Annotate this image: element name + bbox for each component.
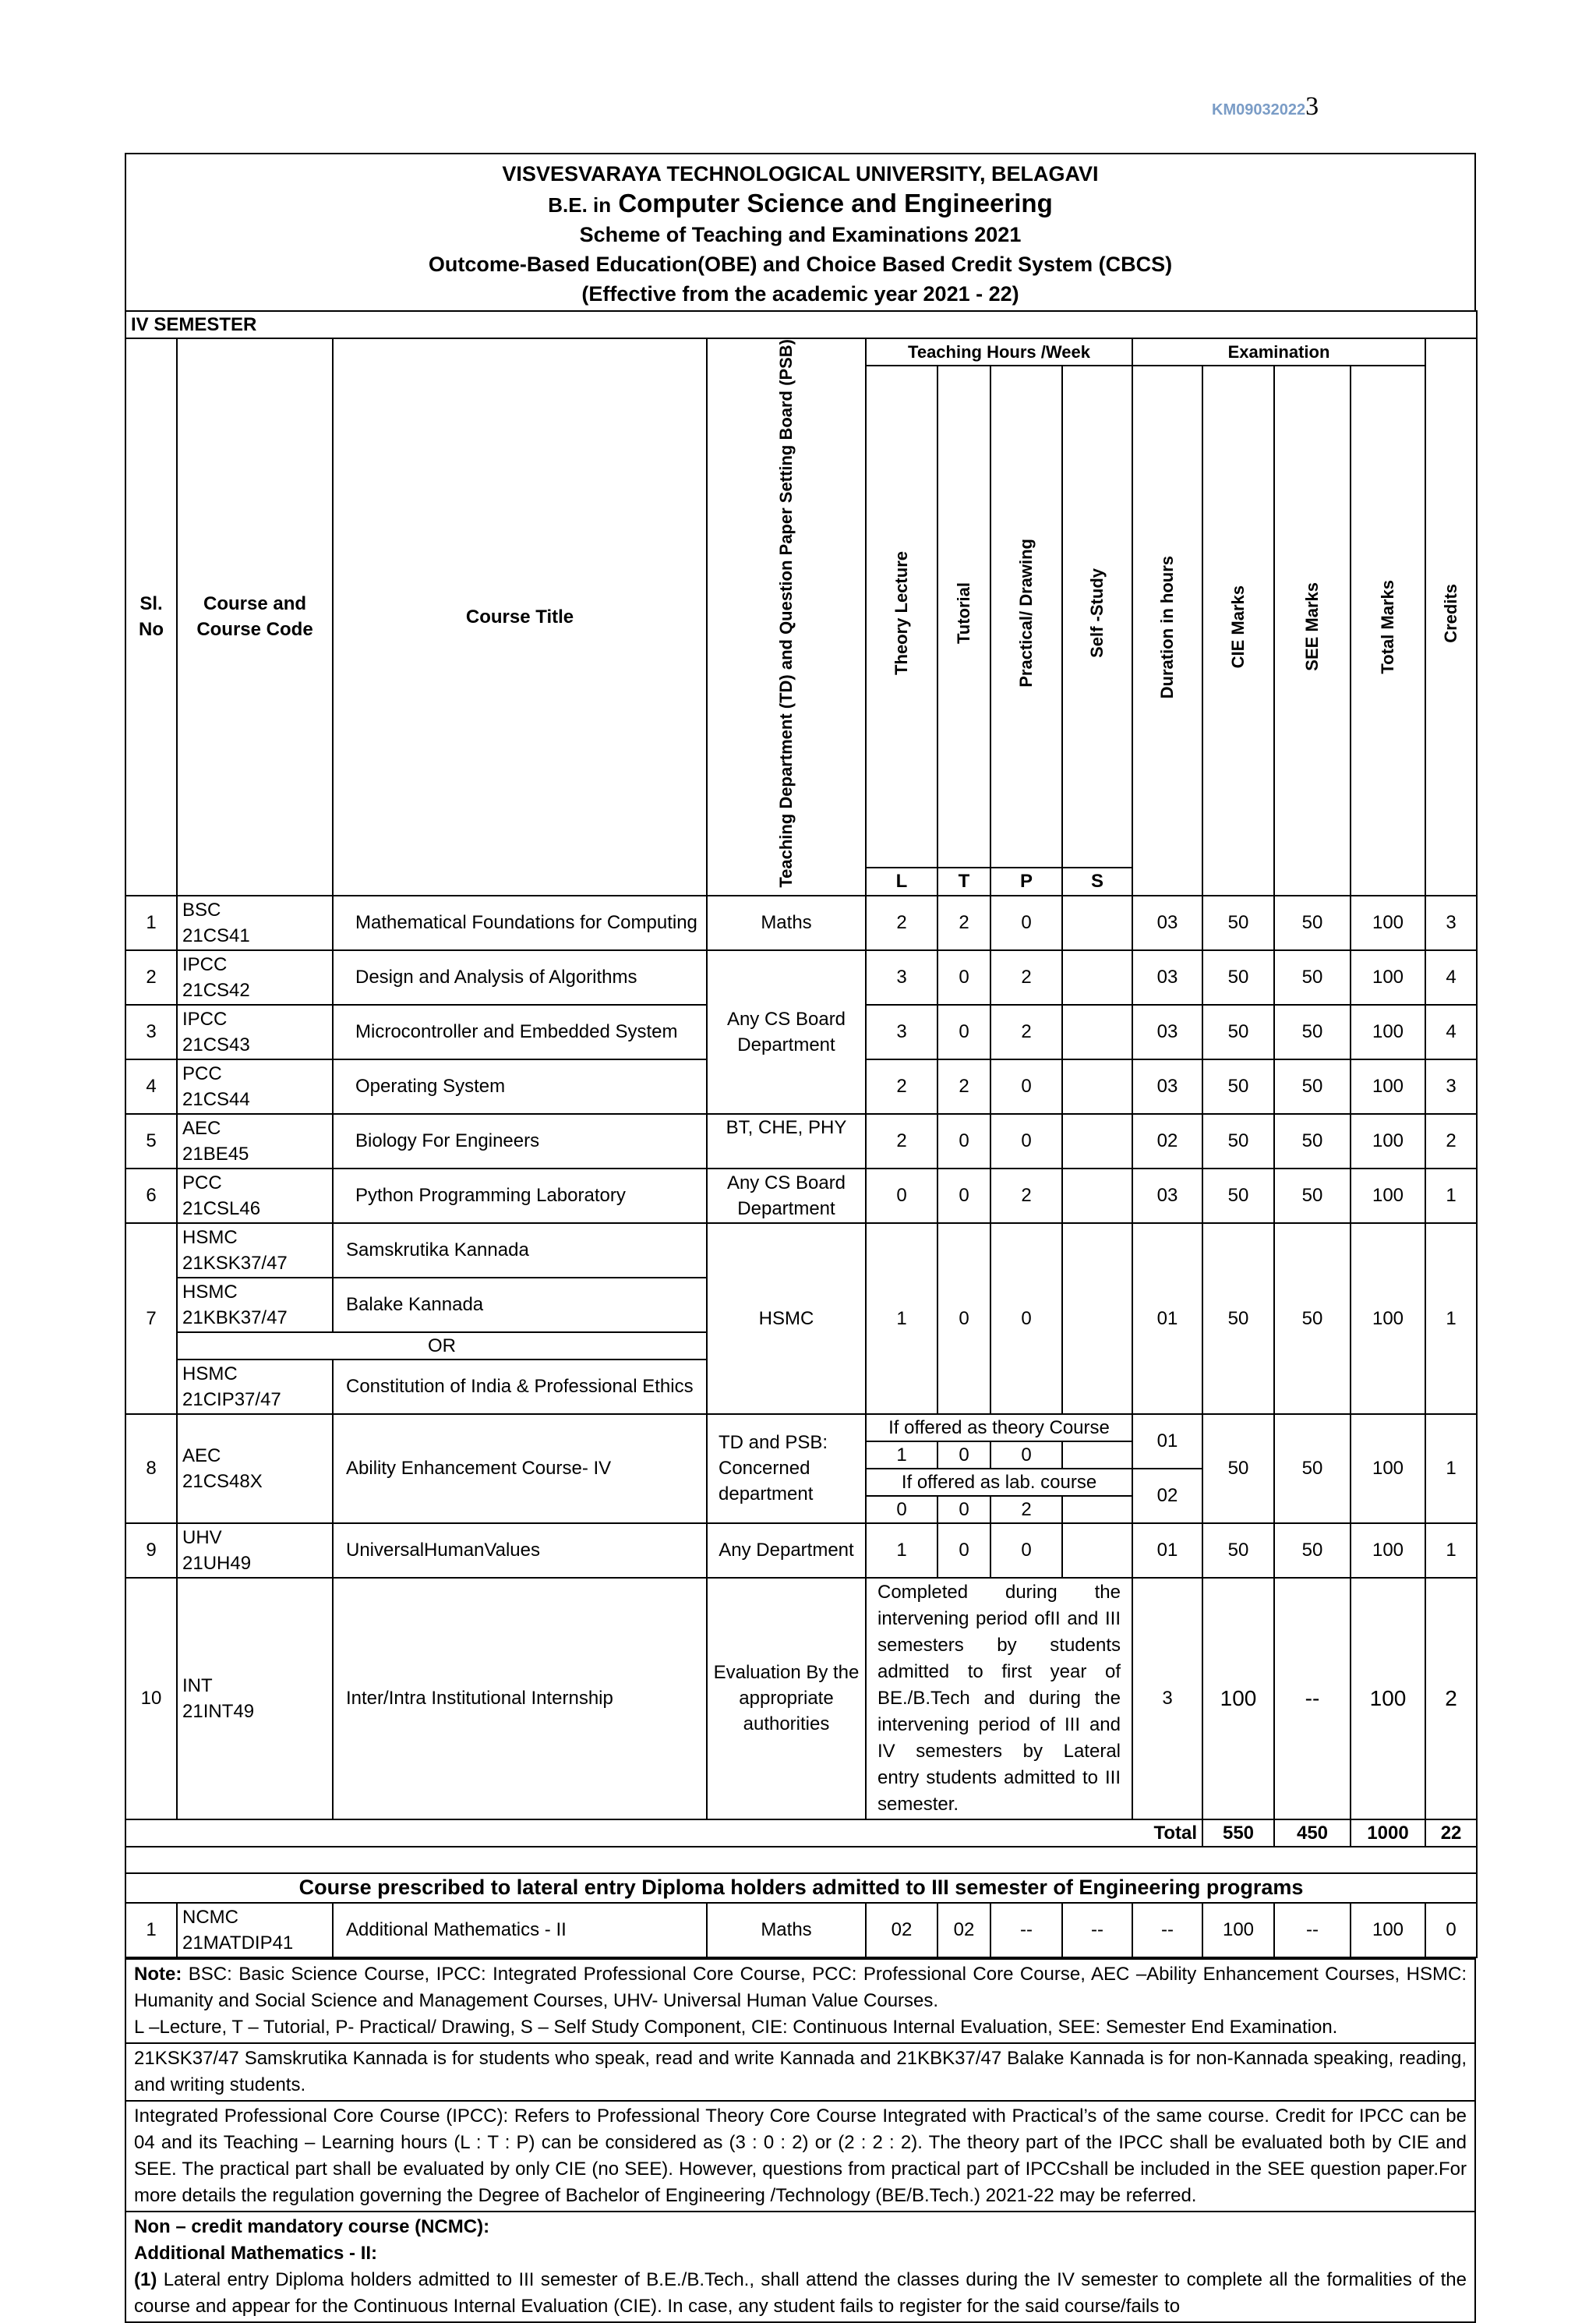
practical-label: Practical/ Drawing [1016, 538, 1036, 688]
col-course-code: Course and Course Code [177, 338, 333, 896]
teaching-dept: Any CS Board Department [707, 950, 866, 1114]
col-teaching-hours: Teaching Hours /Week [866, 338, 1132, 366]
doc-code: KM09032022 [1212, 101, 1306, 118]
note-text: BSC: Basic Science Course, IPCC: Integrated Professional Core Course, PCC: Professional Core Course, AEC –Ability Enhancement Courses, HSMC: Humanity and Social Science and Management Courses, UHV- Universal Human Value Courses. [134, 1963, 1467, 2011]
col-duration [1132, 366, 1202, 896]
hours-p: 0 [990, 1523, 1062, 1578]
course-category: PCC [182, 1062, 222, 1084]
semester-label: IV SEMESTER [125, 311, 1477, 338]
course-category: IPCC [182, 1008, 228, 1030]
course-title: Python Programming Laboratory [333, 1169, 707, 1223]
duration: -- [1132, 1903, 1202, 1957]
table-row [125, 1114, 1477, 1169]
hours-p: 0 [990, 1114, 1062, 1169]
hours-l: 0 [866, 1496, 937, 1523]
hours-s [1062, 1114, 1132, 1169]
sl-no: 6 [125, 1169, 177, 1223]
sl-no: 8 [125, 1414, 177, 1523]
table-row [125, 1903, 1477, 1957]
hours-t: 0 [937, 1005, 990, 1059]
self-study-label: Self -Study [1087, 567, 1107, 658]
hours-p: -- [990, 1903, 1062, 1957]
spacer-row [125, 1847, 1477, 1873]
sl-no: 1 [125, 896, 177, 950]
scheme-document [125, 153, 1476, 2323]
hours-l: 2 [866, 1059, 937, 1114]
hours-p: 2 [990, 950, 1062, 1005]
see-marks: 50 [1274, 1523, 1351, 1578]
table-row [125, 896, 1477, 950]
total-marks: 100 [1351, 1523, 1425, 1578]
course-code-value: 21MATDIP41 [182, 1932, 294, 1954]
hours-l: 02 [866, 1903, 937, 1957]
course-category: BSC [182, 899, 221, 921]
table-row [125, 1223, 1477, 1278]
hours-p: 0 [990, 1223, 1062, 1414]
hours-t: 2 [937, 896, 990, 950]
note-row [125, 1959, 1475, 2043]
credits: 1 [1425, 1523, 1477, 1578]
course-code-value: 21UH49 [182, 1552, 252, 1574]
course-title: Biology For Engineers [333, 1114, 707, 1169]
col-teaching-dept [707, 338, 866, 896]
course-code-value: 21BE45 [182, 1143, 249, 1165]
cie-marks: 100 [1202, 1903, 1274, 1957]
course-title: Design and Analysis of Algorithms [333, 950, 707, 1005]
course-title: Microcontroller and Embedded System [333, 1005, 707, 1059]
course-category: HSMC [182, 1226, 238, 1248]
cie-marks: 50 [1202, 1414, 1274, 1523]
ipcc-note: Integrated Professional Core Course (IPCC): Refers to Professional Theory Core Course Integrated with Practical’s of the same course. Credit for IPCC can be 04 and its Teaching – Learning hours (L : T : P) can be considered as (3 : 0 : 2) or (2 : 2 : 2). The theory part of the IPCC shall be evaluated both by CIE and SEE. The practical part shall be evaluated by only CIE (no SEE). However, questions from practical part of IPCCshall be included in the SEE question paper.For more details the regulation governing the Degree of Bachelor of Engineering /Technology (BE/B.Tech.) 2021-22 may be referred. [125, 2101, 1475, 2212]
note-row [125, 2212, 1475, 2322]
duration-label: Duration in hours [1157, 555, 1177, 698]
teaching-dept: TD and PSB: Concerned department [707, 1414, 866, 1523]
cie-marks: 50 [1202, 1059, 1274, 1114]
col-theory [866, 366, 937, 868]
course-category: AEC [182, 1117, 221, 1139]
col-p: P [990, 868, 1062, 896]
see-label: SEE Marks [1302, 582, 1322, 672]
note-label: Note: [134, 1963, 182, 1985]
or-separator: OR [177, 1332, 707, 1360]
see-marks: 50 [1274, 896, 1351, 950]
teaching-dept: Any Department [707, 1523, 866, 1578]
course-code [177, 1414, 333, 1523]
ncmc-title: Non – credit mandatory course (NCMC): [134, 2215, 490, 2237]
note-row [125, 2101, 1475, 2212]
see-marks: 50 [1274, 950, 1351, 1005]
hours-t: 0 [937, 1169, 990, 1223]
course-code-value: 21CS41 [182, 925, 250, 946]
sl-no: 7 [125, 1223, 177, 1414]
credits: 2 [1425, 1578, 1477, 1819]
course-category: INT [182, 1674, 213, 1696]
hours-l: 0 [866, 1169, 937, 1223]
lateral-heading-row [125, 1873, 1477, 1903]
credits: 1 [1425, 1414, 1477, 1523]
cie-marks: 50 [1202, 1114, 1274, 1169]
total-marks: 100 [1351, 896, 1425, 950]
course-code [177, 1360, 333, 1414]
col-sl-no: Sl. No [125, 338, 177, 896]
duration: 03 [1132, 1169, 1202, 1223]
hours-s [1062, 950, 1132, 1005]
sl-no: 4 [125, 1059, 177, 1114]
see-marks: 50 [1274, 1005, 1351, 1059]
hours-t: 0 [937, 1523, 990, 1578]
hours-t: 0 [937, 950, 990, 1005]
course-title: Inter/Intra Institutional Internship [333, 1578, 707, 1819]
table-row [125, 1169, 1477, 1223]
col-t: T [937, 868, 990, 896]
hours-s [1062, 1441, 1132, 1469]
course-code-value: 21KBK37/47 [182, 1306, 288, 1328]
col-cie [1202, 366, 1274, 896]
am-text: Lateral entry Diploma holders admitted to III semester of B.E./B.Tech., shall attend the classes during the IV semester to complete all the formalities of the course and appear for the Continuous Internal Evaluation (CIE). In case, any student fails to register for the said course/fails to [134, 2268, 1467, 2317]
am-title: Additional Mathematics - II: [134, 2242, 378, 2264]
hours-p: 2 [990, 1005, 1062, 1059]
hours-l: 3 [866, 1005, 937, 1059]
course-code-value: 21CS44 [182, 1088, 250, 1110]
course-code [177, 1169, 333, 1223]
sl-no: 3 [125, 1005, 177, 1059]
duration: 03 [1132, 896, 1202, 950]
see-marks: -- [1274, 1903, 1351, 1957]
teaching-dept: Maths [707, 1903, 866, 1957]
see-marks: 50 [1274, 1169, 1351, 1223]
hours-t: 0 [937, 1496, 990, 1523]
hours-l: 2 [866, 896, 937, 950]
course-category: UHV [182, 1526, 222, 1548]
lab-offer-note: If offered as lab. course [866, 1469, 1132, 1496]
sl-no: 2 [125, 950, 177, 1005]
col-tutorial [937, 366, 990, 868]
internship-note: Completed during the intervening period ofII and III semesters by students admitted to first year of BE./B.Tech and during the intervening period of III and IV semesters by Lateral entry students admitted to III semester. [866, 1578, 1132, 1819]
total-marks: 100 [1351, 1578, 1425, 1819]
course-title: Balake Kannada [333, 1278, 707, 1332]
teaching-dept-label: Teaching Department (TD) and Question Paper Setting Board (PSB) [776, 339, 796, 888]
total-marks: 100 [1351, 1903, 1425, 1957]
teaching-dept: BT, CHE, PHY [707, 1114, 866, 1169]
table-row [125, 1578, 1477, 1819]
see-marks: 50 [1274, 1114, 1351, 1169]
col-practical [990, 366, 1062, 868]
course-category: HSMC [182, 1363, 238, 1384]
duration: 03 [1132, 1059, 1202, 1114]
course-code-value: 21CS48X [182, 1470, 263, 1492]
cie-label: CIE Marks [1228, 585, 1248, 669]
duration: 03 [1132, 950, 1202, 1005]
scheme-header [125, 153, 1476, 310]
course-title: Mathematical Foundations for Computing [333, 896, 707, 950]
course-code [177, 1114, 333, 1169]
hours-l: 1 [866, 1441, 937, 1469]
course-code [177, 950, 333, 1005]
hours-t: 2 [937, 1059, 990, 1114]
hours-p: 2 [990, 1496, 1062, 1523]
ncmc-note [125, 2212, 1475, 2322]
lateral-heading: Course prescribed to lateral entry Diploma holders admitted to III semester of Engineering programs [125, 1873, 1477, 1903]
total-see: 450 [1274, 1819, 1351, 1847]
total-credits: 22 [1425, 1819, 1477, 1847]
scheme-table [125, 310, 1478, 1958]
cie-marks: 50 [1202, 1169, 1274, 1223]
duration: 03 [1132, 1005, 1202, 1059]
see-marks: 50 [1274, 1223, 1351, 1414]
teaching-dept: Evaluation By the appropriate authorities [707, 1578, 866, 1819]
course-code [177, 1223, 333, 1278]
credits: 4 [1425, 1005, 1477, 1059]
duration: 01 [1132, 1414, 1202, 1469]
course-code-value: 21INT49 [182, 1700, 255, 1722]
teaching-dept: Maths [707, 896, 866, 950]
hours-s [1062, 896, 1132, 950]
course-title: UniversalHumanValues [333, 1523, 707, 1578]
credits: 4 [1425, 950, 1477, 1005]
course-code-value: 21CSL46 [182, 1197, 261, 1219]
hours-t: 0 [937, 1114, 990, 1169]
credits: 2 [1425, 1114, 1477, 1169]
course-code [177, 1059, 333, 1114]
total-marks: 100 [1351, 1414, 1425, 1523]
credits: 3 [1425, 1059, 1477, 1114]
degree-prefix: B.E. in [548, 193, 612, 217]
course-category: PCC [182, 1172, 222, 1193]
total-marks: 100 [1351, 1169, 1425, 1223]
col-self-study [1062, 366, 1132, 868]
abbreviations-note [125, 1959, 1475, 2043]
duration: 01 [1132, 1523, 1202, 1578]
note-row [125, 2043, 1475, 2101]
hours-t: 0 [937, 1223, 990, 1414]
course-category: IPCC [182, 953, 228, 975]
course-title: Additional Mathematics - II [333, 1903, 707, 1957]
hours-p: 0 [990, 1441, 1062, 1469]
totals-row [125, 1819, 1477, 1847]
course-code-value: 21CS43 [182, 1034, 250, 1055]
hours-p: 0 [990, 896, 1062, 950]
sl-no: 1 [125, 1903, 177, 1957]
course-code [177, 1903, 333, 1957]
total-marks: 100 [1351, 950, 1425, 1005]
sl-no: 10 [125, 1578, 177, 1819]
duration: 02 [1132, 1114, 1202, 1169]
credits: 1 [1425, 1169, 1477, 1223]
hours-s [1062, 1005, 1132, 1059]
credits: 1 [1425, 1223, 1477, 1414]
total-marks: 100 [1351, 1059, 1425, 1114]
hours-l: 2 [866, 1114, 937, 1169]
course-code [177, 1278, 333, 1332]
course-code-value: 21CS42 [182, 979, 250, 1001]
hours-t: 0 [937, 1441, 990, 1469]
system-title: Outcome-Based Education(OBE) and Choice Based Credit System (CBCS) [428, 253, 1173, 276]
degree-name: Computer Science and Engineering [618, 189, 1053, 217]
table-row [125, 1414, 1477, 1441]
tutorial-label: Tutorial [954, 582, 973, 644]
credits: 3 [1425, 896, 1477, 950]
cie-marks: 50 [1202, 896, 1274, 950]
notes-table [125, 1958, 1476, 2323]
total-marks: 100 [1351, 1223, 1425, 1414]
hours-l: 1 [866, 1223, 937, 1414]
hours-l: 3 [866, 950, 937, 1005]
col-examination: Examination [1132, 338, 1425, 366]
cie-marks: 50 [1202, 1523, 1274, 1578]
table-row [125, 950, 1477, 1005]
effective-year: (Effective from the academic year 2021 - 22) [581, 282, 1019, 306]
scheme-title: Scheme of Teaching and Examinations 2021 [579, 223, 1022, 246]
theory-offer-note: If offered as theory Course [866, 1414, 1132, 1441]
course-code [177, 1005, 333, 1059]
sl-no: 9 [125, 1523, 177, 1578]
col-l: L [866, 868, 937, 896]
course-category: NCMC [182, 1906, 238, 1928]
credits: 0 [1425, 1903, 1477, 1957]
duration: 02 [1132, 1469, 1202, 1523]
sl-no: 5 [125, 1114, 177, 1169]
teaching-dept: HSMC [707, 1223, 866, 1414]
col-credits [1425, 338, 1477, 896]
teaching-dept: Any CS Board Department [707, 1169, 866, 1223]
total-cie: 550 [1202, 1819, 1274, 1847]
course-title: Constitution of India & Professional Ethics [333, 1360, 707, 1414]
theory-label: Theory Lecture [892, 550, 911, 675]
am-number: (1) [134, 2268, 157, 2290]
total-label: Total Marks [1378, 580, 1397, 674]
cie-marks: 50 [1202, 1005, 1274, 1059]
col-total [1351, 366, 1425, 896]
cie-marks: 50 [1202, 1223, 1274, 1414]
duration: 3 [1132, 1578, 1202, 1819]
course-code-value: 21KSK37/47 [182, 1252, 288, 1274]
cie-marks: 50 [1202, 950, 1274, 1005]
hours-s: -- [1062, 1903, 1132, 1957]
total-marks: 100 [1351, 1114, 1425, 1169]
hours-p: 2 [990, 1169, 1062, 1223]
document-id [1212, 92, 1319, 122]
cie-marks: 100 [1202, 1578, 1274, 1819]
see-marks: 50 [1274, 1414, 1351, 1523]
course-code [177, 1523, 333, 1578]
course-category: AEC [182, 1444, 221, 1466]
university-name: VISVESVARAYA TECHNOLOGICAL UNIVERSITY, BELAGAVI [502, 162, 1099, 186]
col-s: S [1062, 868, 1132, 896]
hours-t: 02 [937, 1903, 990, 1957]
hours-s [1062, 1059, 1132, 1114]
hours-s [1062, 1169, 1132, 1223]
course-category: HSMC [182, 1281, 238, 1303]
note-ltps: L –Lecture, T – Tutorial, P- Practical/ Drawing, S – Self Study Component, CIE: Continuous Internal Evaluation, SEE: Semester End Examination. [134, 2016, 1338, 2038]
col-see [1274, 366, 1351, 896]
course-code [177, 1578, 333, 1819]
hours-s [1062, 1523, 1132, 1578]
hours-s [1062, 1223, 1132, 1414]
col-course-title: Course Title [333, 338, 707, 896]
total-marks: 100 [1351, 1005, 1425, 1059]
duration: 01 [1132, 1223, 1202, 1414]
course-code [177, 896, 333, 950]
see-marks: 50 [1274, 1059, 1351, 1114]
hours-s [1062, 1496, 1132, 1523]
course-title: Ability Enhancement Course- IV [333, 1414, 707, 1523]
hours-p: 0 [990, 1059, 1062, 1114]
table-row [125, 1523, 1477, 1578]
see-marks: -- [1274, 1578, 1351, 1819]
degree-title [126, 189, 1474, 220]
credits-label: Credits [1441, 583, 1461, 643]
course-code-value: 21CIP37/47 [182, 1388, 281, 1410]
kannada-note: 21KSK37/47 Samskrutika Kannada is for students who speak, read and write Kannada and 21KBK37/47 Balake Kannada is for non-Kannada speaking, reading, and writing students. [125, 2043, 1475, 2101]
course-title: Operating System [333, 1059, 707, 1114]
totals-label: Total [125, 1819, 1202, 1847]
total-marks-sum: 1000 [1351, 1819, 1425, 1847]
course-title: Samskrutika Kannada [333, 1223, 707, 1278]
page-number: 3 [1305, 92, 1319, 121]
hours-l: 1 [866, 1523, 937, 1578]
